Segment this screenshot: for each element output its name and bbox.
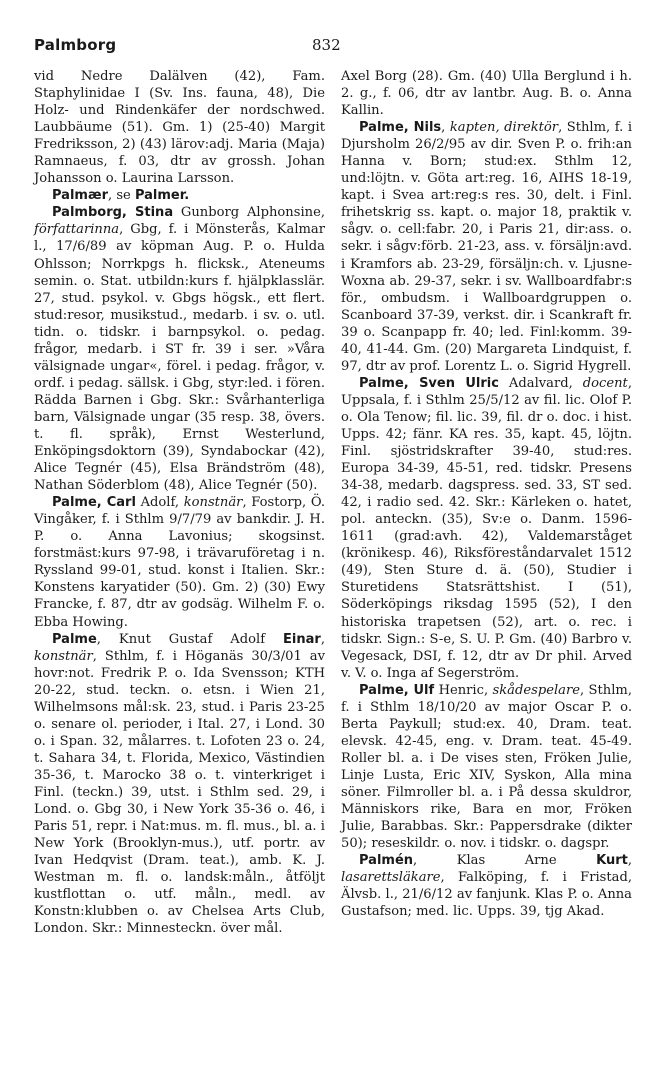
- entry-occupation: författarinna: [34, 222, 120, 238]
- entry-headword: Palme, Ulf: [359, 682, 435, 698]
- entry-headword: Palme: [52, 631, 97, 647]
- page-header: [34, 36, 634, 60]
- entry-headword: Palme, Carl: [52, 495, 136, 511]
- page-number: 832: [312, 36, 341, 54]
- entry-headword: Palme, Nils: [359, 120, 442, 136]
- entry-headword: Palmborg, Stina: [52, 205, 174, 221]
- entry-text: ,: [320, 631, 325, 647]
- entry-text: ,: [441, 120, 450, 136]
- entry-text: Henric,: [434, 682, 493, 698]
- entry-text: Gunborg Alphonsine,: [173, 205, 325, 221]
- biography-entry: [34, 494, 325, 630]
- entry-headword: Palmer.: [134, 188, 190, 204]
- entry-text: , Gbg, f. i Mönsterås, Kalmar l., 17/6/89 av köpman Aug. P. o. Hulda Ohlsson; Norrkpgs h. flicksk., Ateneums semin. o. Stat. utbildn:kurs f. hjälpklasslär. 27, stud. psykol. v. Gbgs högsk., ett flert. stud:resor, musikstud., medarb. i sv. o. utl. tidn. o. tidskr. i barnpsykol. o. pedag. frågor, medarb. i ST fr. 39 i ser. »Våra välsignade ungar«, förel. i pedag. frågor, v. ordf. i pedag. sällsk. i Gbg, styr:led. i fören. Rädda Barnen i Gbg. Skr.: Svårhanterliga barn, Välsignade ungar (35 resp. 38, övers. t. fl. språk), Ernst Westerlund, Enköpingsdoktorn (39), Syndabockar (42), Alice Tegnér (45), Elsa Brändström (48), Nathan Söderblom (48), Alice Tegnér (50).: [34, 222, 325, 494]
- right-column: [341, 68, 632, 920]
- biography-entry: [341, 68, 632, 119]
- entry-headword: Palme, Sven Ulric: [359, 375, 499, 391]
- biography-entry: [34, 631, 325, 938]
- entry-text: ,: [627, 853, 632, 869]
- left-column: [34, 68, 325, 937]
- entry-headword: Kurt: [596, 853, 628, 869]
- biography-entry: [341, 852, 632, 920]
- entry-occupation: skådespelare: [492, 682, 580, 698]
- entry-headword: Palmær: [52, 188, 108, 204]
- entry-text: Axel Borg (28). Gm. (40) Ulla Berglund i h. 2. g., f. 06, dtr av lantbr. Aug. B. o. Anna Kallin.: [341, 69, 632, 119]
- entry-text: Adalvard,: [498, 375, 583, 391]
- entry-headword: Einar: [283, 631, 321, 647]
- entry-text: , Sthlm, f. i Sthlm 18/10/20 av major Oscar P. o. Berta Paykull; stud:ex. 40, Dram. teat. elevsk. 42-45, eng. v. Dram. teat. 45-49. Roller bl. a. i De vises sten, Fröken Julie, Linje Lusta, Eric XIV, Syskon, Alla mina söner. Filmroller bl. a. i På dessa skuldror, Människors rike, Bara en mor, Fröken Julie, Barabbas. Skr.: Pappersdrake (dikter 50); reseskildr. o. nov. i tidskr. o. dagspr.: [341, 682, 632, 852]
- entry-text: , Sthlm, f. i Höganäs 30/3/01 av hovr:not. Fredrik P. o. Ida Svensson; KTH 20-22, stud. teckn. o. etsn. i Wien 21, Wilhelmsons mål:sk. 23, stud. i Paris 23-25 o. senare ol. perioder, i Ital. 27, i Lond. 30 o. i Span. 32, målarres. t. Lofoten 23 o. 24, t. Sahara 34, t. Florida, Mexico, Västindien 35-36, t. Marocko 38 o. t. vinterkriget i Finl. (teckn.) 39, utst. i Sthlm sed. 29, i Lond. o. Gbg 30, i New York 35-36 o. 46, i Paris 51, repr. i Nat:mus. m. fl. mus., bl. a. i New York (Brooklyn-mus.), utf. portr. av Ivan Hedqvist (Dram. teat.), amb. K. J. Westman m. fl. o. landsk:måln., åtföljt kustflottan o. utf. måln., medl. av Konstn:klubben o. av Chelsea Arts Club, London. Skr.: Minnesteckn. över mål.: [34, 648, 325, 937]
- biography-entry: [34, 204, 325, 494]
- biography-entry: [341, 682, 632, 852]
- entry-text: , Falköping, f. i Fristad, Älvsb. l., 21/6/12 av fanjunk. Klas P. o. Anna Gustafson; med. lic. Upps. 39, tjg Akad.: [341, 870, 632, 920]
- entry-text: , se: [108, 188, 135, 204]
- entry-text: , Fostorp, Ö. Vingåker, f. i Sthlm 9/7/79 av bankdir. J. H. P. o. Anna Lavonius; skogsinst. forstmäst:kurs 97-98, i trävaruföretag i n. Ryssland 99-01, stud. konst i Italien. Skr.: Konstens karyatider (50). Gm. 2) (30) Ewy Francke, f. 87, dtr av godsäg. Wilhelm F. o. Ebba Howing.: [34, 495, 325, 630]
- entry-occupation: konstnär: [34, 648, 93, 664]
- entry-occupation: konstnär: [183, 495, 243, 511]
- biography-entry: [341, 119, 632, 375]
- entry-text: , Knut Gustaf Adolf: [96, 631, 284, 647]
- biography-entry: [341, 375, 632, 682]
- entry-headword: Palmén: [359, 853, 414, 869]
- running-head: Palmborg: [34, 36, 117, 54]
- entry-occupation: kapten, direktör: [449, 120, 559, 136]
- biography-entry: [34, 187, 325, 204]
- entry-text: , Sthlm, f. i Djursholm 26/2/95 av dir. Sven P. o. frih:an Hanna v. Born; stud:ex. Sthlm 12, und:löjtn. v. Göta art:reg. 16, AIHS 18-19, kapt. i Svea art:reg:s res. 30, delt. i Finl. frihetskrig ss. kapt. o. major 18, praktik v. sågv. o. cell:fabr. 20, i Paris 21, dir:ass. o. sekr. i sågv:förb. 21-23, ass. v. försäljn:avd. i Kramfors ab. 23-29, försäljn:ch. v. Ljusne-Woxna ab. 29-37, sekr. i sv. Wallboardfabr:s för., ombudsm. i Wallboardgruppen o. Scanboard 37-39, verkst. dir. i Scankraft fr. 39 o. Scanpapp fr. 40; led. Finl:komm. 39-40, 41-44. Gm. (20) Margareta Lindquist, f. 97, dtr av prof. Lorentz L. o. Sigrid Hygrell.: [341, 120, 633, 374]
- entry-text: , Uppsala, f. i Sthlm 25/5/12 av fil. lic. Olof P. o. Ola Tenow; fil. lic. 39, fil. dr o. doc. i hist. Upps. 42; fänr. KA res. 35, kapt. 45, löjtn. Finl. sjöstridskrafter 39-40, stud:res. Europa 34-39, 45-51, red. tidskr. Presens 34-38, medarb. dagspress. sed. 33, ST sed. 42, i radio sed. 42. Skr.: Kärleken o. hatet, pol. anteckn. (35), Sv:e o. Danm. 1596-1611 (grad:avh. 42), Valdemarståget (krönikesp. 46), Riksföreståndarvalet 1512 (49), Sten Sture d. ä. (50), Studier i Sturetidens Statsrättshist. I (51), Söderköpings riksdag 1595 (52), I den historiska trapetsen (52), art. o. rec. i tidskr. Sign.: S-e, S. U. P. Gm. (40) Barbro v. Vegesack, DSI, f. 12, dtr av Dr phil. Arved v. V. o. Inga af Segerström.: [341, 375, 632, 681]
- entry-text: vid Nedre Dalälven (42), Fam. Staphylinidae I (Sv. Ins. fauna, 48), Die Holz- und Rindenkäfer der nordschwed. Laubbäume (51). Gm. 1) (25-40) Margit Fredriksson, 2) (43) lärov:adj. Maria (Maja) Ramnaeus, f. 03, dtr av grossh. Johan Johansson o. Laurina Larsson.: [34, 69, 325, 187]
- biography-entry: [34, 68, 325, 187]
- entry-occupation: lasarettsläkare: [341, 870, 441, 886]
- entry-text: Adolf,: [135, 495, 184, 511]
- entry-text: , Klas Arne: [413, 853, 597, 869]
- entry-occupation: docent: [582, 375, 628, 391]
